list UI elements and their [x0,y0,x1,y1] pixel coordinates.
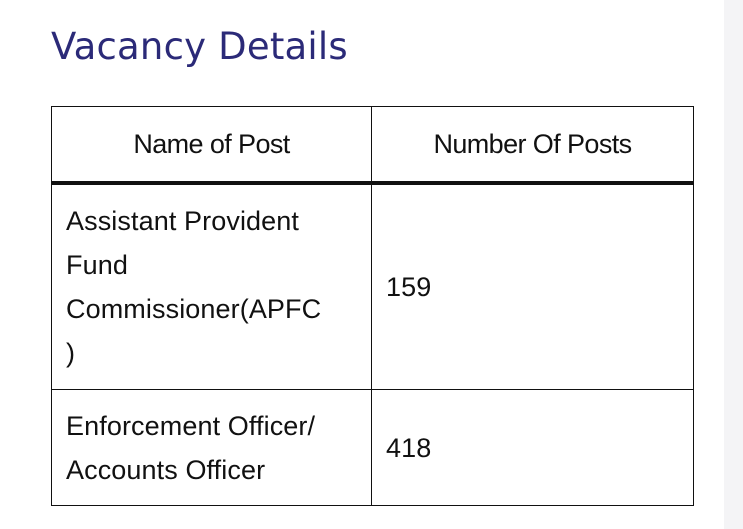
vacancy-table [51,106,694,506]
post-name-line: Assistant Provident [66,206,300,236]
table-row [52,183,694,390]
header-number-of-posts: Number Of Posts [372,107,694,184]
section-title: Vacancy Details [51,25,348,68]
table-header-row [52,107,694,184]
post-name-line: ) [66,338,76,368]
post-name-line: Commissioner(APFC [66,294,322,324]
post-count-cell: 159 [372,183,694,390]
post-name-cell [52,183,372,390]
post-name-line: Enforcement Officer/ [66,410,316,441]
header-name-of-post: Name of Post [52,107,372,184]
post-name-line: Fund [66,250,128,280]
post-name-cell [52,390,372,506]
table-row [52,390,694,506]
post-count-cell: 418 [372,390,694,506]
post-name-line: Accounts Officer [66,454,266,485]
